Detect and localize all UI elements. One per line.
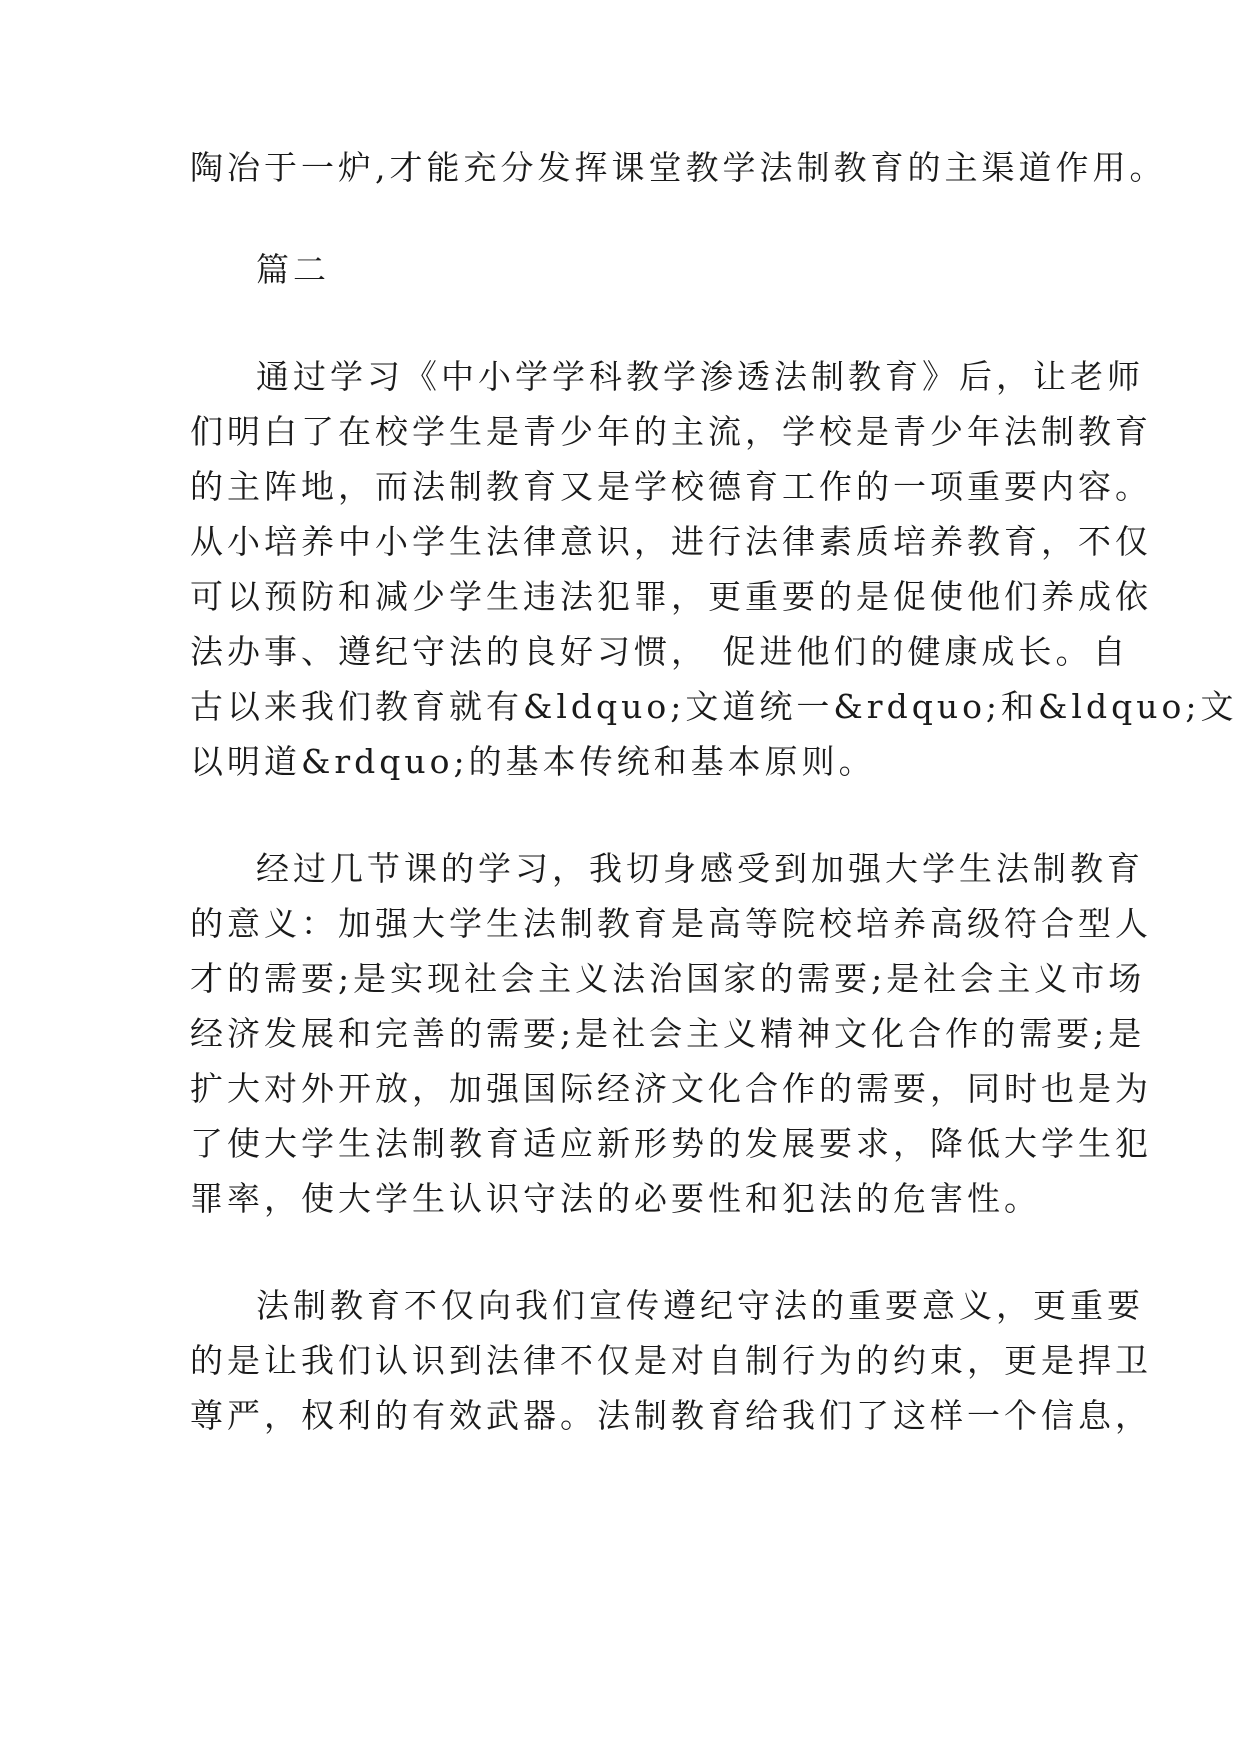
text-line: 法办事、遵纪守法的良好习惯， 促进他们的健康成长。自 (190, 632, 1130, 671)
text-line: 的主阵地，而法制教育又是学校德育工作的一项重要内容。 (190, 467, 1152, 506)
text-line: 的是让我们认识到法律不仅是对自制行为的约束，更是捍卫 (190, 1341, 1152, 1380)
text-line: 陶冶于一炉,才能充分发挥课堂教学法制教育的主渠道作用。 (190, 148, 1167, 187)
text-line: 尊严，权利的有效武器。法制教育给我们了这样一个信息， (190, 1396, 1152, 1435)
text-line: 了使大学生法制教育适应新形势的发展要求，降低大学生犯 (190, 1124, 1152, 1163)
text-line: 法制教育不仅向我们宣传遵纪守法的重要意义，更重要 (256, 1286, 1144, 1325)
text-line: 的意义：加强大学生法制教育是高等院校培养高级符合型人 (190, 904, 1152, 943)
text-line: 经过几节课的学习，我切身感受到加强大学生法制教育 (256, 849, 1144, 888)
text-line: 罪率，使大学生认识守法的必要性和犯法的危害性。 (190, 1179, 1041, 1218)
text-line: 才的需要;是实现社会主义法治国家的需要;是社会主义市场 (190, 959, 1146, 998)
text-line: 从小培养中小学生法律意识，进行法律素质培养教育，不仅 (190, 522, 1152, 561)
text-line: 扩大对外开放，加强国际经济文化合作的需要，同时也是为 (190, 1069, 1152, 1108)
text-line: 通过学习《中小学学科教学渗透法制教育》后，让老师 (256, 357, 1144, 396)
text-line: 可以预防和减少学生违法犯罪，更重要的是促使他们养成依 (190, 577, 1152, 616)
text-line: 经济发展和完善的需要;是社会主义精神文化合作的需要;是 (190, 1014, 1146, 1053)
text-line: 以明道&rdquo;的基本传统和基本原则。 (190, 742, 876, 781)
text-line: 古以来我们教育就有&ldquo;文道统一&rdquo;和&ldquo;文 (190, 687, 1238, 726)
text-line: 们明白了在校学生是青少年的主流，学校是青少年法制教育 (190, 412, 1152, 451)
section-heading: 篇二 (256, 250, 330, 289)
